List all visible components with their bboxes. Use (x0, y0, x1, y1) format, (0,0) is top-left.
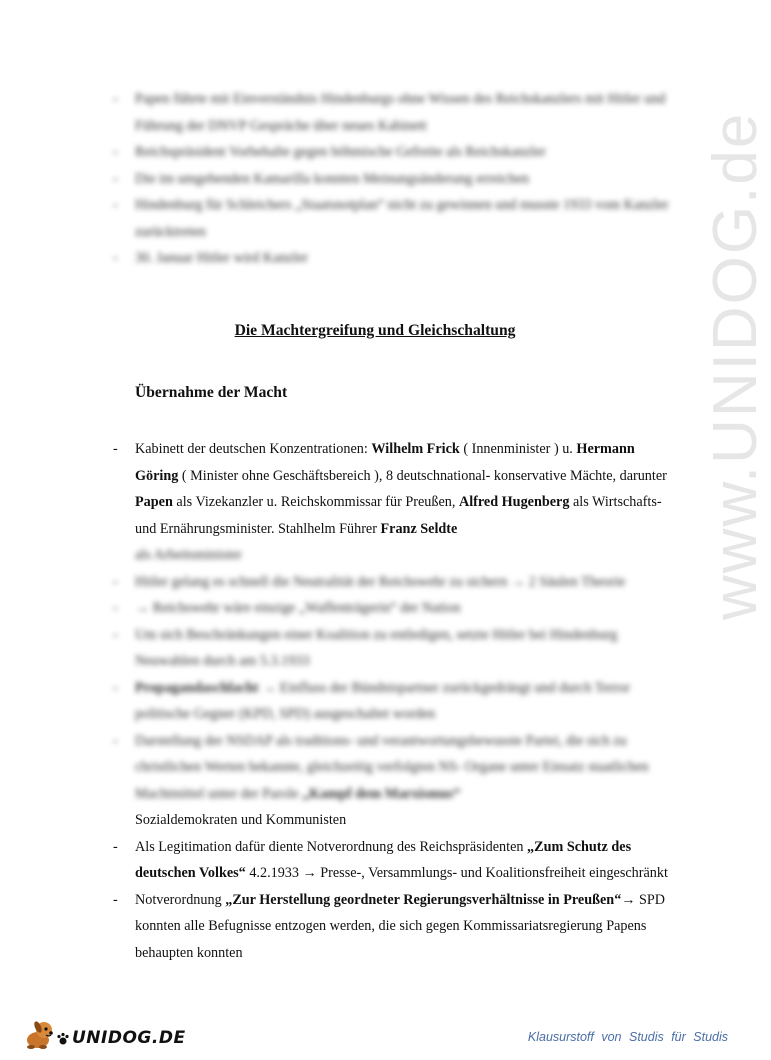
main-bullets (113, 436, 673, 966)
section-title: Die Machtergreifung und Gleichschaltung (234, 322, 516, 339)
document-page: - Papen führte mit Einverständnis Hindenburgs ohne Wissen des Reichskanzlers mit Hitler und Führung der DNVP Gespräche über neues Kabinett - Reichspräsident Vorbehalte gegen böhmische Gefreite als Reichskanzler - Die im umgebenden Kamarilla konnten Meinungsänderung erreichen - Hindenburg für Schleichers „Staatsnotplan“ nicht zu gewinnen und musste 1933 vom Kanzler zurücktreten - 30. Januar Hitler wird Kanzler Die Machtergreifung und Gleichschaltung Übernahme der Macht - Kabinett der deutschen Konzentrationen: Wilhelm Frick ( Innenminister ) u. Hermann Göring ( Minister ohne Geschäftsbereich ), 8 deutschnational- konservative Mächte, darunter Papen als Vizekanzler u. Reichskommissar für Preußen, Alfred Hugenberg als Wirtschafts- und Ernährungsminister. Stahlhelm Führer Franz Seldte als Arbeitsminister - Hitler gelang es schnell die Neutralität der Reichswehr zu sichern → 2 Säulen Theorie - → Reichswehr wäre einzige „Waffenträgerin“ der Nation - Um sich Beschränkungen einer Koalition zu entledigen, setzte Hitler bei Hindenburg Neuwahlen durch am 5.3.1933 - Propagandaschlacht → Einfluss der Bündnispartner zurückgedrängt und durch Terror politische Gegner (KPD, SPD) ausgeschaltet worden - Darstellung der NSDAP als traditions- und verantwortungsbewusste Partei, die sich zu christlichen Werten bekannte, gleichzeitig verfolgten NS- Organe unter Einsatz staatlichen Machtmittel unter der Parole „Kampf dem Marxismus“ Sozialdemokraten und Kommunisten - Als Legitimation dafür diente Notverordnung des Reichspräsidenten „Zum Schutz des deutschen Volkes“ 4.2.1933 → Presse-, Versammlungs- und Koalitionsfreiheit eingeschränkt - Notverordnung „Zur Herstellung geordneter Regierungsverhältnisse in Preußen“→ SPD konnten alle Befugnisse entzogen werden, die sich gegen Kommissariatsregierung Papens behaupten konnten www.UNIDOG.de UNIDOG.DE Klausurstoff von Studis für Studis (0, 0, 750, 1060)
list-item: - Hitler gelang es schnell die Neutralität der Reichswehr zu sichern → 2 Säulen Theorie (113, 573, 626, 590)
list-item: - Die im umgebenden Kamarilla konnten Meinungsänderung erreichen (113, 170, 529, 187)
list-item: - 30. Januar Hitler wird Kanzler (113, 250, 308, 266)
list-item: - Darstellung der NSDAP als traditions- und verantwortungsbewusste Partei, die sich zu christlichen Werten bekannte, gleichzeitig verfolgten NS- Organe unter Einsatz staatlichen Machtmittel unter der Parole „Kampf dem Marxismus“ Sozialdemokraten und Kommunisten (113, 732, 649, 828)
list-item: - Kabinett der deutschen Konzentrationen: Wilhelm Frick ( Innenminister ) u. Hermann Göring ( Minister ohne Geschäftsbereich ), 8 deutschnational- konservative Mächte, darunter Papen als Vizekanzler u. Reichskommissar für Preußen, Alfred Hugenberg als Wirtschafts- und Ernährungsminister. Stahlhelm Führer Franz Seldte als Arbeitsminister (113, 441, 667, 563)
blurred-top-bullets (113, 86, 673, 272)
list-item: - Notverordnung „Zur Herstellung geordneter Regierungsverhältnisse in Preußen“→ SPD konnten alle Befugnisse entzogen werden, die sich gegen Kommissariatsregierung Papens behaupten konnten (113, 891, 666, 961)
dog-mascot-icon (22, 1018, 56, 1050)
list-item: - Propagandaschlacht → Einfluss der Bündnispartner zurückgedrängt und durch Terror politische Gegner (KPD, SPD) ausgeschaltet worden (113, 679, 630, 722)
list-item: - Um sich Beschränkungen einer Koalition zu entledigen, setzte Hitler bei Hindenburg Neuwahlen durch am 5.3.1933 (113, 626, 618, 669)
logo-text: UNIDOG.DE (72, 1028, 186, 1048)
subsection-title: Übernahme der Macht (135, 384, 288, 401)
list-item: - Als Legitimation dafür diente Notverordnung des Reichspräsidenten „Zum Schutz des deutschen Volkes“ 4.2.1933 → Presse-, Versammlungs- und Koalitionsfreiheit eingeschränkt (113, 838, 668, 881)
paw-icon (56, 1032, 70, 1046)
footer-tagline: Klausurstoff von Studis für Studis (527, 1030, 728, 1044)
unidog-logo[interactable] (22, 1018, 186, 1050)
list-item: - Hindenburg für Schleichers „Staatsnotplan“ nicht zu gewinnen und musste 1933 vom Kanzler zurücktreten (113, 197, 669, 240)
list-item: - → Reichswehr wäre einzige „Waffenträgerin“ der Nation (113, 600, 461, 616)
list-item: - Papen führte mit Einverständnis Hindenburgs ohne Wissen des Reichskanzlers mit Hitler und Führung der DNVP Gespräche über neues Kabinett (113, 91, 666, 134)
list-item: - Reichspräsident Vorbehalte gegen böhmische Gefreite als Reichskanzler (113, 144, 546, 160)
